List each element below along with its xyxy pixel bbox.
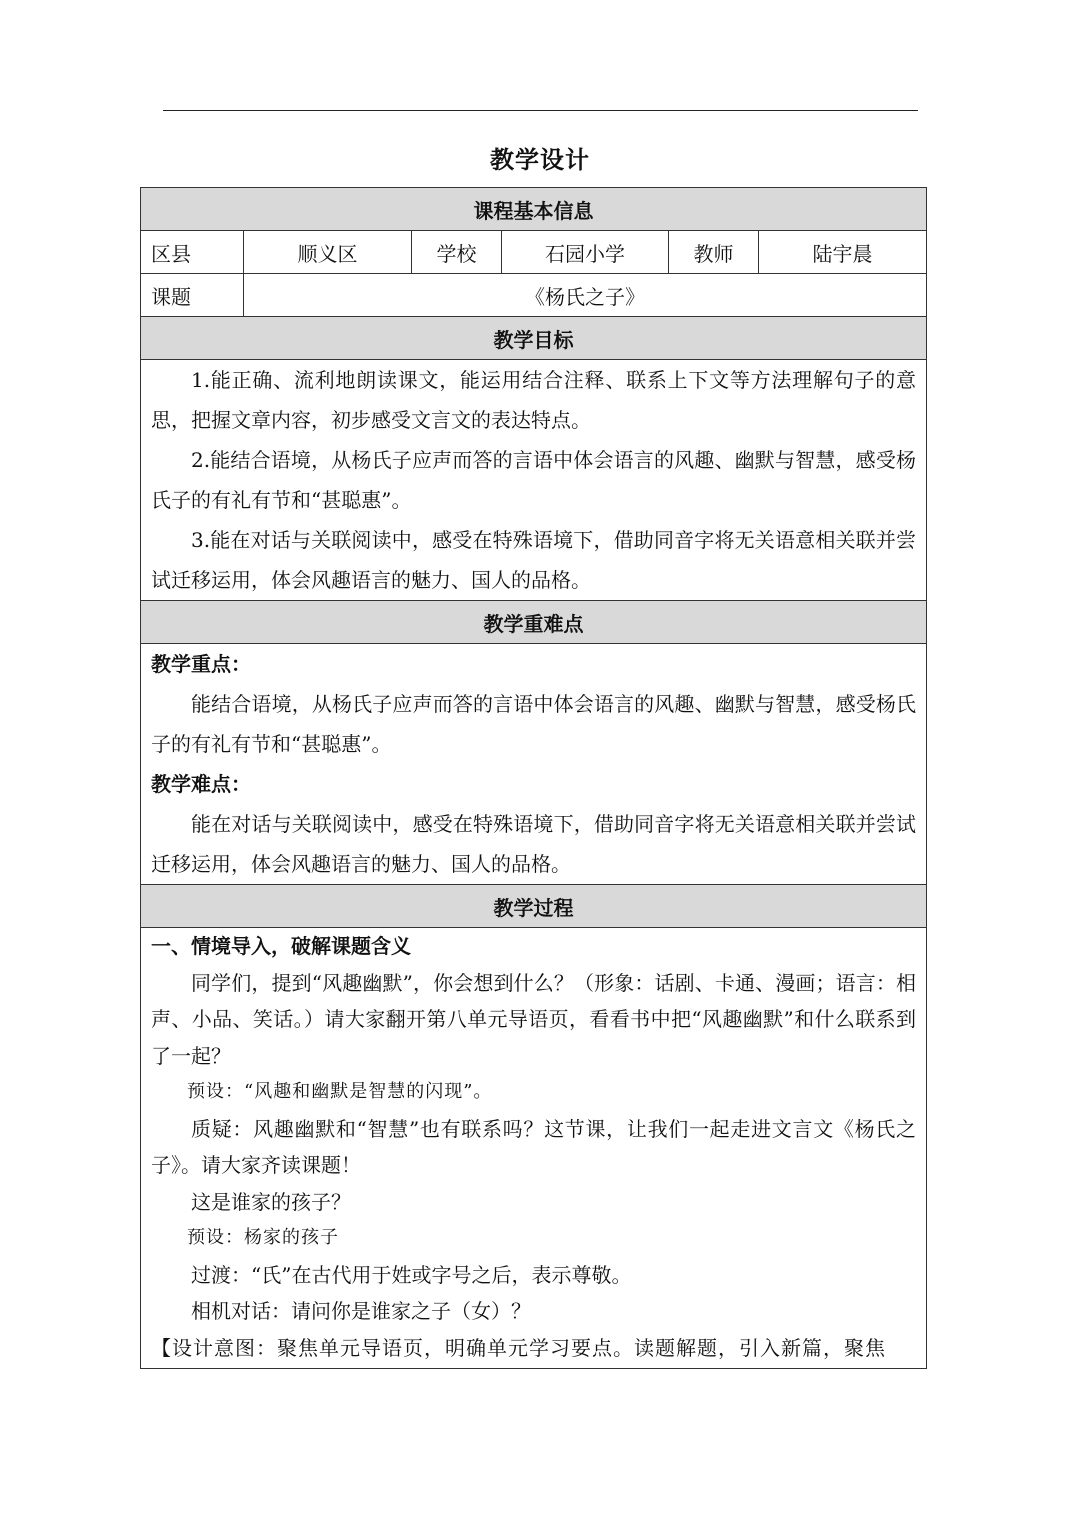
objectives-header: 教学目标 [141,317,927,360]
info-row [141,231,927,274]
topic-value: 《杨氏之子》 [244,274,927,317]
school-value: 石园小学 [502,231,669,274]
objectives-content [141,360,927,601]
process-presetting-2: 预设：杨家的孩子 [187,1227,339,1248]
section1-title: 一、情境导入，破解课题含义 [151,934,411,958]
focus-text: 能结合语境，从杨氏子应声而答的言语中体会语言的风趣、幽默与智慧，感受杨氏子的有礼有节和“甚聪惠”。 [151,692,916,756]
objective-3: 3.能在对话与关联阅读中，感受在特殊语境下，借助同音字将无关语意相关联并尝试迁移运用，体会风趣语言的魅力、国人的品格。 [151,528,916,592]
page-title: 教学设计 [490,145,590,174]
key-points-content [141,644,927,885]
objective-2: 2.能结合语境，从杨氏子应声而答的言语中体会语言的风趣、幽默与智慧，感受杨氏子的有礼有节和“甚聪惠”。 [151,448,916,512]
teacher-value: 陆宇晨 [759,231,927,274]
focus-label: 教学重点： [151,652,251,676]
process-prompt: 这是谁家的孩子？ [191,1189,351,1214]
process-presetting: 预设：“风趣和幽默是智慧的闪现”。 [187,1081,493,1102]
process-paragraph: 同学们，提到“风趣幽默”，你会想到什么？（形象：话剧、卡通、漫画；语言：相声、小品、笑话。）请大家翻开第八单元导语页，看看书中把“风趣幽默”和什么联系到了一起？ [151,970,916,1068]
key-points-header: 教学重难点 [141,601,927,644]
school-label: 学校 [412,231,502,274]
design-note: 【设计意图：聚焦单元导语页，明确单元学习要点。读题解题，引入新篇，聚焦 [151,1335,886,1360]
process-header: 教学过程 [141,885,927,928]
basic-info-header: 课程基本信息 [141,188,927,231]
topic-label: 课题 [141,274,244,317]
difficulty-label: 教学难点： [151,772,251,796]
district-value: 顺义区 [244,231,412,274]
process-transition: 过渡：“氏”在古代用于姓或字号之后，表示尊敬。 [191,1262,632,1287]
lesson-plan-table [140,187,927,1369]
objective-1: 1.能正确、流利地朗读课文，能运用结合注释、联系上下文等方法理解句子的意思，把握文章内容，初步感受文言文的表达特点。 [151,368,916,432]
difficulty-text: 能在对话与关联阅读中，感受在特殊语境下，借助同音字将无关语意相关联并尝试迁移运用，体会风趣语言的魅力、国人的品格。 [151,812,916,876]
header-rule [163,110,918,111]
process-dialogue: 相机对话：请问你是谁家之子（女）？ [191,1299,531,1323]
process-question: 质疑：风趣幽默和“智慧”也有联系吗？这节课，让我们一起走进文言文《杨氏之子》。请大家齐读课题！ [151,1116,916,1177]
district-label: 区县 [141,231,244,274]
topic-row [141,274,927,317]
teacher-label: 教师 [669,231,759,274]
process-content [141,928,927,1369]
